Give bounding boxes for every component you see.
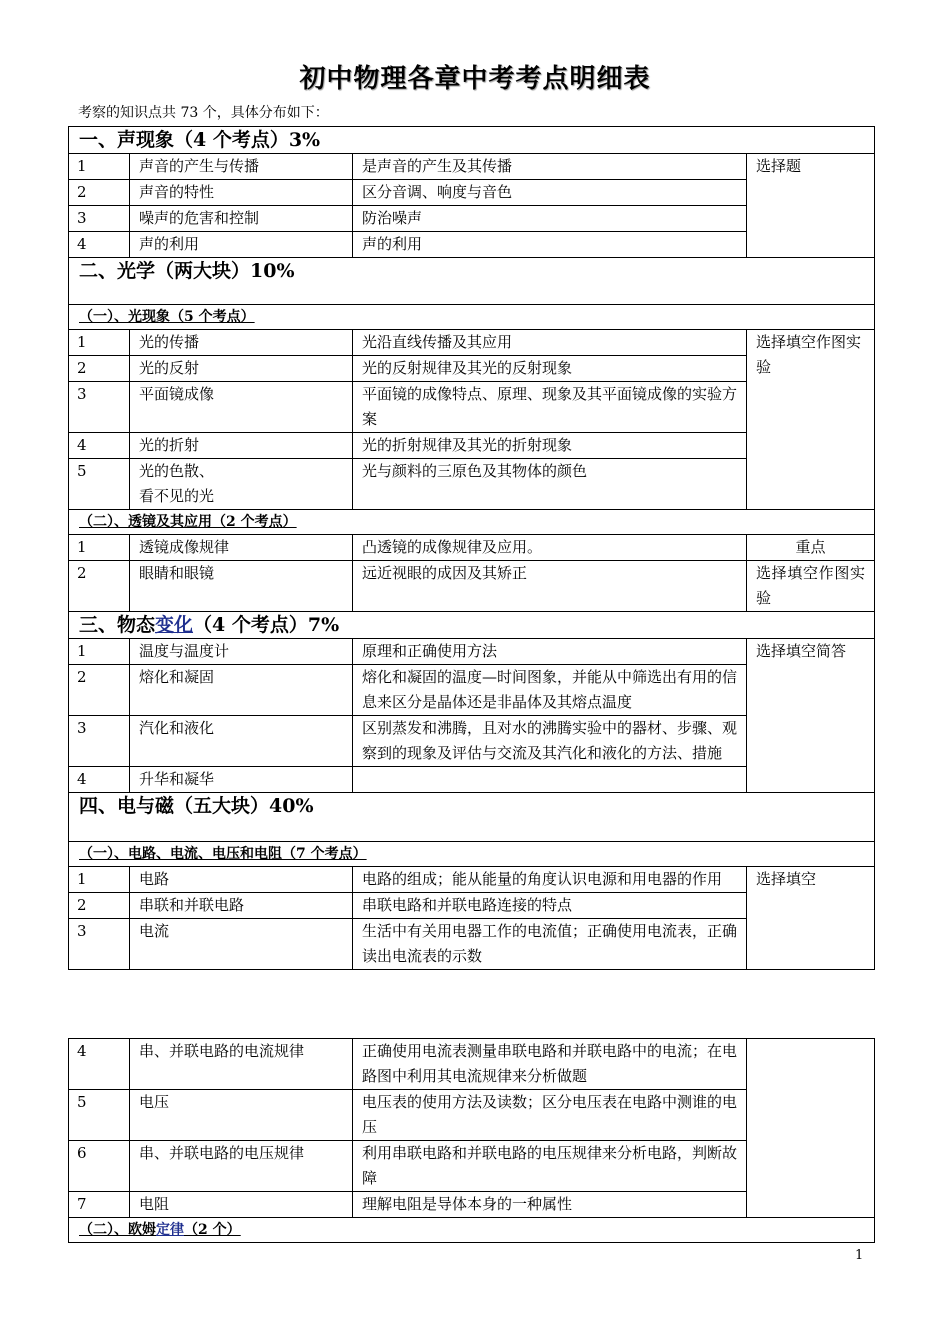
topic-cell: 电阻 — [130, 1192, 353, 1218]
row-number: 1 — [69, 867, 130, 893]
subsection-heading-row — [69, 842, 875, 867]
description-cell: 电路的组成；能从能量的角度认识电源和用电器的作用 — [353, 867, 747, 893]
topic-cell: 电流 — [130, 919, 353, 970]
description-cell: 光沿直线传播及其应用 — [353, 330, 747, 356]
section-heading — [69, 612, 875, 639]
row-number: 4 — [69, 433, 130, 459]
question-type-cell: 选择题 — [747, 154, 875, 258]
section-heading-part: （4 个考点）7% — [193, 614, 340, 636]
row-number: 1 — [69, 535, 130, 561]
topic-cell: 串联和并联电路 — [130, 893, 353, 919]
subsection-heading-row — [69, 510, 875, 535]
table-row — [69, 639, 875, 665]
topic-cell: 平面镜成像 — [130, 382, 353, 433]
page-title: 初中物理各章中考考点明细表 — [299, 64, 651, 94]
description-cell: 熔化和凝固的温度—时间图象，并能从中筛选出有用的信息来区分是晶体还是非晶体及其熔点温度 — [353, 665, 747, 716]
row-number: 5 — [69, 1090, 130, 1141]
row-number: 4 — [69, 1039, 130, 1090]
description-cell: 正确使用电流表测量串联电路和并联电路中的电流；在电路图中利用其电流规律来分析做题 — [353, 1039, 747, 1090]
description-cell: 区分音调、响度与音色 — [353, 180, 747, 206]
table-row — [69, 535, 875, 561]
subsection-heading-row — [69, 305, 875, 330]
row-number: 2 — [69, 356, 130, 382]
section-heading-row — [69, 258, 875, 305]
row-number: 3 — [69, 919, 130, 970]
table-row — [69, 867, 875, 893]
description-cell: 声的利用 — [353, 232, 747, 258]
description-cell: 利用串联电路和并联电路的电压规律来分析电路，判断故障 — [353, 1141, 747, 1192]
section-heading-row — [69, 612, 875, 639]
question-type-cell: 选择填空作图实验 — [747, 330, 875, 510]
topic-cell: 汽化和液化 — [130, 716, 353, 767]
exam-points-table — [68, 126, 875, 970]
row-number: 5 — [69, 459, 130, 510]
subsection-heading — [69, 305, 875, 330]
question-type-cell: 选择填空 — [747, 867, 875, 970]
topic-cell: 电压 — [130, 1090, 353, 1141]
question-type-cell: 选择填空简答 — [747, 639, 875, 793]
table-row — [69, 561, 875, 612]
section-heading: 一、声现象（4 个考点）3% — [69, 127, 875, 154]
description-cell: 原理和正确使用方法 — [353, 639, 747, 665]
subsection-heading-text: （一）、光现象（5 个考点） — [79, 309, 255, 325]
subsection-heading-part: （2 个） — [184, 1222, 241, 1238]
topic-cell: 熔化和凝固 — [130, 665, 353, 716]
topic-cell: 光的折射 — [130, 433, 353, 459]
table-row — [69, 330, 875, 356]
subsection-heading-text — [79, 1222, 241, 1238]
topic-cell: 噪声的危害和控制 — [130, 206, 353, 232]
subsection-heading-text: （一）、电路、电流、电压和电阻（7 个考点） — [79, 846, 367, 862]
description-cell — [353, 767, 747, 793]
description-cell: 是声音的产生及其传播 — [353, 154, 747, 180]
section-heading-part: 三、物态 — [79, 614, 156, 636]
row-number: 3 — [69, 382, 130, 433]
topic-cell: 串、并联电路的电压规律 — [130, 1141, 353, 1192]
row-number: 4 — [69, 767, 130, 793]
section-heading: 四、电与磁（五大块）40% — [69, 793, 875, 842]
description-cell: 生活中有关用电器工作的电流值；正确使用电流表，正确读出电流表的示数 — [353, 919, 747, 970]
page-number: 1 — [855, 1248, 864, 1263]
topic-cell — [130, 459, 353, 510]
topic-cell: 眼睛和眼镜 — [130, 561, 353, 612]
intro-text: 考察的知识点共 73 个，具体分布如下： — [78, 105, 329, 121]
row-number: 6 — [69, 1141, 130, 1192]
topic-cell: 温度与温度计 — [130, 639, 353, 665]
description-cell: 防治噪声 — [353, 206, 747, 232]
row-number: 4 — [69, 232, 130, 258]
row-number: 3 — [69, 206, 130, 232]
row-number: 3 — [69, 716, 130, 767]
subsection-heading — [69, 1218, 875, 1243]
table-row — [69, 154, 875, 180]
subsection-heading-text: （二）、透镜及其应用（2 个考点） — [79, 514, 297, 530]
description-cell: 串联电路和并联电路连接的特点 — [353, 893, 747, 919]
section-heading-link[interactable]: 变化 — [155, 614, 194, 636]
topic-cell: 串、并联电路的电流规律 — [130, 1039, 353, 1090]
topic-cell: 光的传播 — [130, 330, 353, 356]
row-number: 7 — [69, 1192, 130, 1218]
topic-cell: 声音的特性 — [130, 180, 353, 206]
subsection-heading-part: （二）、欧姆 — [79, 1222, 156, 1238]
description-cell: 理解电阻是导体本身的一种属性 — [353, 1192, 747, 1218]
description-cell: 区别蒸发和沸腾，且对水的沸腾实验中的器材、步骤、观察到的现象及评估与交流及其汽化和液化的方法、措施 — [353, 716, 747, 767]
topic-cell: 光的反射 — [130, 356, 353, 382]
row-number: 1 — [69, 639, 130, 665]
description-cell: 光与颜料的三原色及其物体的颜色 — [353, 459, 747, 510]
section-heading: 二、光学（两大块）10% — [69, 258, 875, 305]
question-type-cell: 选择填空作图实验 — [747, 561, 875, 612]
topic-cell: 升华和凝华 — [130, 767, 353, 793]
description-cell: 远近视眼的成因及其矫正 — [353, 561, 747, 612]
row-number: 2 — [69, 893, 130, 919]
section-heading-row — [69, 127, 875, 154]
section-heading-row — [69, 793, 875, 842]
row-number: 2 — [69, 180, 130, 206]
topic-line: 光的色散、 — [139, 462, 215, 480]
row-number: 2 — [69, 665, 130, 716]
topic-line: 看不见的光 — [139, 487, 215, 505]
topic-cell: 声音的产生与传播 — [130, 154, 353, 180]
description-cell: 平面镜的成像特点、原理、现象及其平面镜成像的实验方案 — [353, 382, 747, 433]
question-type-cell — [747, 1039, 875, 1218]
row-number: 1 — [69, 330, 130, 356]
description-cell: 光的折射规律及其光的折射现象 — [353, 433, 747, 459]
subsection-heading-link[interactable]: 定律 — [156, 1222, 184, 1238]
description-cell: 电压表的使用方法及读数；区分电压表在电路中测谁的电压 — [353, 1090, 747, 1141]
row-number: 1 — [69, 154, 130, 180]
subsection-heading-row — [69, 1218, 875, 1243]
subsection-heading — [69, 510, 875, 535]
subsection-heading — [69, 842, 875, 867]
topic-cell: 声的利用 — [130, 232, 353, 258]
topic-cell: 透镜成像规律 — [130, 535, 353, 561]
description-cell: 凸透镜的成像规律及应用。 — [353, 535, 747, 561]
row-number: 2 — [69, 561, 130, 612]
description-cell: 光的反射规律及其光的反射现象 — [353, 356, 747, 382]
question-type-cell: 重点 — [747, 535, 875, 561]
topic-cell: 电路 — [130, 867, 353, 893]
exam-points-table-continued — [68, 1038, 875, 1243]
table-row — [69, 1039, 875, 1090]
